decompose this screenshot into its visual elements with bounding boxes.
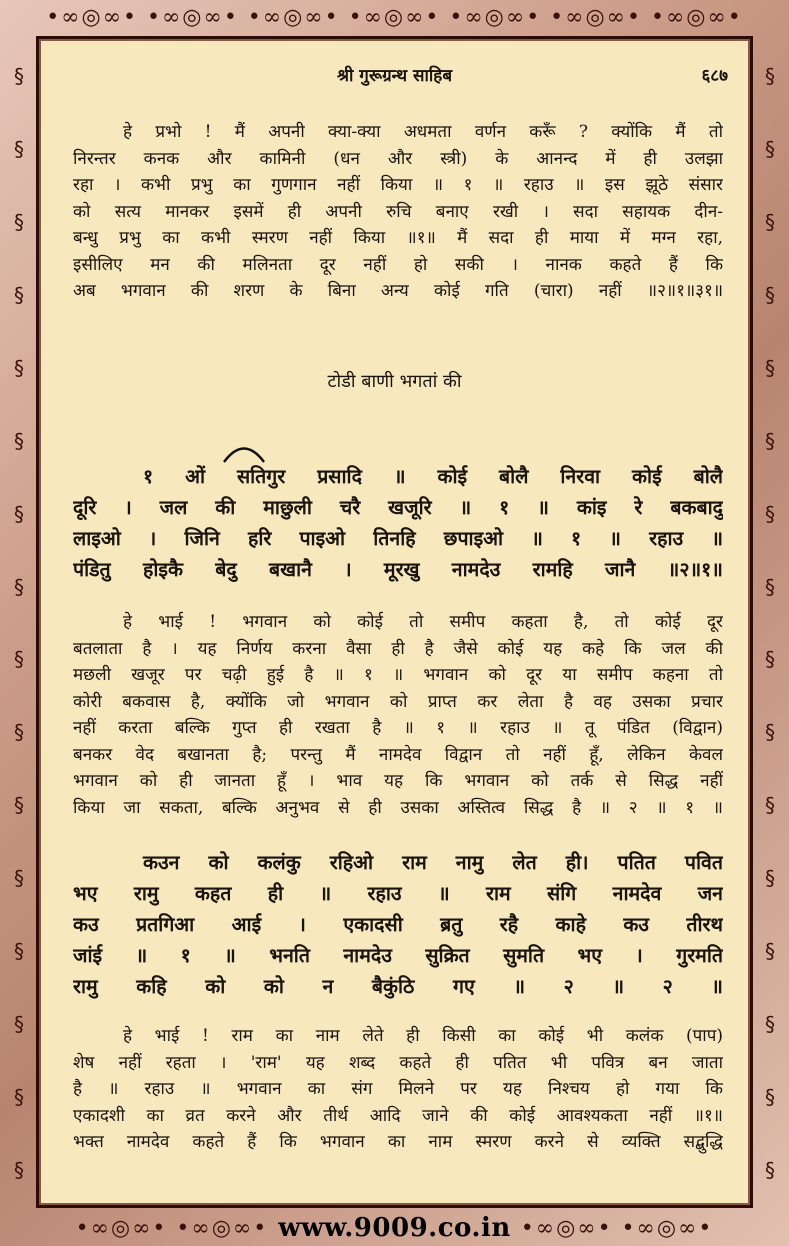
verse-line: दूरि । जल की माछुली चरै खजूरि ॥ १ ॥ कांइ रे बकबादु [73,496,723,519]
verse-line: १ ओं सतिगुर प्रसादि ॥ कोई बोलै निरवा कोई बोलै [143,465,723,488]
left-border-ornament: § § § § § § § § § § § § § § § § [14,64,24,1182]
verse-line: कउन को कलंकु रहिओ राम नामु लेत ही। पतित पवित [143,851,723,874]
section-heading: टोडी बाणी भगतां की [327,371,462,392]
footer-bar [0,1210,789,1246]
text-line: शेष नहीं रहता । 'राम' यह शब्द कहते ही पतित भी पवित्र बन जाता [73,1052,723,1073]
text-line: कोरी बकवास है, क्योंकि जो भगवान को प्राप्त कर लेता है वह उसका प्रचार [73,691,723,712]
text-line: बन्धु प्रभु का कभी स्मरण नहीं किया ॥१॥ मैं सदा ही माया में मग्न रहा, [73,228,723,248]
text-line: अब भगवान की शरण के बिना अन्य कोई गति (चारा) नहीं ॥२॥१॥३१॥ [73,281,723,301]
footer-ornament-left: •∞◎∞• •∞◎∞• [75,1215,269,1241]
text-line: है ॥ रहाउ ॥ भगवान का संग मिलने पर यह निश्चय हो गया कि [73,1079,723,1099]
text-line: नहीं करता बल्कि गुप्त ही रखता है ॥ १ ॥ रहाउ ॥ तू पंडित (विद्वान) [73,718,723,738]
gurbani-verse-2 [73,847,723,1002]
translation-paragraph-1 [73,119,723,305]
verse-line: कउ प्रतगिआ आई । एकादसी ब्रतु रहै काहे कउ तीरथ [73,913,723,936]
text-line: किया जा सकता, बल्कि अनुभव से ही उसका अस्तित्व सिद्ध है ॥ २ ॥ १ ॥ [73,797,723,818]
text-line: हे भाई ! राम का नाम लेते ही किसी का कोई भी कलंक (पाप) [123,1026,723,1046]
gurbani-verse-1 [73,461,723,585]
footer-ornament-right: •∞◎∞• •∞◎∞• [520,1215,714,1241]
top-border-ornament: •∞◎∞• •∞◎∞• •∞◎∞• •∞◎∞• •∞◎∞• •∞◎∞• •∞◎∞• [46,4,743,30]
verse-line: रामु कहि को को न बैकुंठि गए ॥ २ ॥ २ ॥ [73,975,723,998]
text-line: बतलाता है । यह निर्णय करना वैसा ही है जैसे कोई यह कहे कि जल की [73,638,723,659]
text-line: रहा । कभी प्रभु का गुणगान नहीं किया ॥ १ ॥ रहाउ ॥ इस झूठे संसार [73,175,723,195]
right-border-ornament: § § § § § § § § § § § § § § § § [765,64,775,1182]
verse-line: लाइओ । जिनि हरि पाइओ तिनहि छपाइओ ॥ १ ॥ रहाउ ॥ [73,527,723,550]
text-line: बनकर वेद बखानता है; परन्तु मैं नामदेव विद्वान तो नहीं हूँ, लेकिन केवल [73,744,723,765]
handwritten-arc-mark [222,441,266,463]
verse-line: पंडितु होइकै बेदु बखानै । मूरखु नामदेउ रामहि जानै ॥२॥१॥ [73,558,723,581]
scripture-page [36,36,753,1208]
verse-line: जांई ॥ १ ॥ भनति नामदेउ सुक्रित सुमति भए । गुरमति [73,944,723,967]
verse-line: भए रामु कहत ही ॥ रहाउ ॥ राम संगि नामदेव जन [73,882,723,905]
footer-url[interactable]: www.9009.co.in [278,1213,511,1243]
text-line: निरन्तर कनक और कामिनी (धन और स्त्री) के आनन्द में ही उलझा [73,148,723,169]
translation-paragraph-2 [73,609,723,821]
text-line: भक्त नामदेव कहते हैं कि भगवान का नाम स्मरण करने से व्यक्ति सद्बुद्धि [73,1132,723,1152]
text-line: भगवान को ही जानता हूँ । भाव यह कि भगवान को तर्क से सिद्ध नहीं [73,771,723,791]
text-line: हे भाई ! भगवान को कोई तो समीप कहता है, तो कोई दूर [123,612,723,632]
text-line: एकादशी का व्रत करने और तीर्थ आदि जाने की कोई आवश्यकता नहीं ॥१॥ [73,1105,723,1126]
text-line: मछली खजूर पर चढ़ी हुई है ॥ १ ॥ भगवान को दूर या समीप कहना तो [73,665,723,685]
page-number: ६८७ [701,66,728,86]
translation-paragraph-3 [73,1023,723,1156]
page-title: श्री गुरूग्रन्थ साहिब [336,66,453,86]
text-line: को सत्य मानकर इसमें ही अपनी रुचि बनाए रखी । सदा सहायक दीन- [73,201,723,222]
text-line: हे प्रभो ! मैं अपनी क्या-क्या अधमता वर्णन करूँ ? क्योंकि मैं तो [123,122,723,142]
text-line: इसीलिए मन की मलिनता दूर नहीं हो सकी । नानक कहते हैं कि [73,254,723,275]
page-header [39,63,750,89]
